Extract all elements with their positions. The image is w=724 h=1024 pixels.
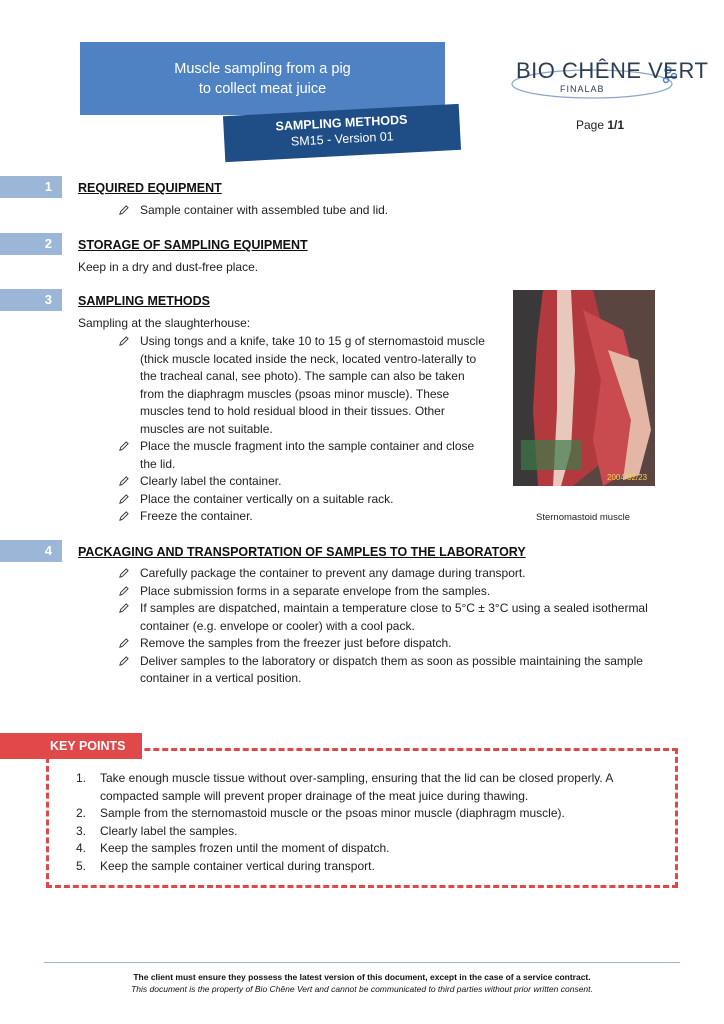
key-point-number: 1. — [76, 771, 87, 785]
list-item — [118, 438, 490, 473]
method-banner-title: SAMPLING METHODS — [275, 112, 408, 134]
section-3-title: SAMPLING METHODS — [78, 294, 210, 308]
key-point-text: Clearly label the samples. — [100, 823, 238, 838]
bullet-text: If samples are dispatched, maintain a temperature close to 5°C ± 3°C using a sealed isothermal container (e.g. envelope or cooler) with a cool pack. — [140, 601, 648, 633]
list-item — [118, 202, 678, 220]
pencil-icon — [118, 586, 129, 597]
bullet-text: Place the muscle fragment into the sample container and close the lid. — [140, 439, 475, 471]
key-point-text: Sample from the sternomastoid muscle or the psoas minor muscle (diaphragm muscle). — [100, 806, 565, 820]
bullet-text: Freeze the container. — [140, 509, 253, 523]
key-point-text: Keep the sample container vertical during transport. — [100, 858, 375, 873]
list-item — [76, 840, 666, 858]
bullet-text: Remove the samples from the freezer just before dispatch. — [140, 636, 452, 650]
list-item — [76, 823, 666, 841]
bullet-text: Clearly label the container. — [140, 474, 282, 488]
bullet-text: Carefully package the container to prevent any damage during transport. — [140, 566, 526, 580]
key-point-text: Take enough muscle tissue without over-sampling, ensuring that the lid can be closed properly. A compacted sample will prevent proper drainage of the meat juice during thawing. — [100, 771, 613, 803]
section-2-text: Keep in a dry and dust-free place. — [78, 260, 259, 274]
list-item — [118, 473, 490, 491]
list-item — [118, 508, 490, 526]
logo-subtitle: FINALAB — [560, 84, 605, 94]
list-item — [76, 805, 666, 823]
pencil-icon — [118, 441, 129, 452]
section-4-number: 4 — [0, 540, 62, 562]
footer-divider — [44, 962, 680, 963]
section-3-intro: Sampling at the slaughterhouse: — [78, 316, 251, 330]
pencil-icon — [118, 568, 129, 579]
pencil-icon — [118, 476, 129, 487]
key-point-text: Keep the samples frozen until the moment of dispatch. — [100, 841, 390, 855]
carcass-photo — [513, 290, 655, 486]
section-2-title: STORAGE OF SAMPLING EQUIPMENT — [78, 238, 308, 252]
section-1-title: REQUIRED EQUIPMENT — [78, 181, 222, 195]
pencil-icon — [118, 656, 129, 667]
photo-caption: Sternomastoid muscle — [536, 512, 630, 523]
list-item — [118, 333, 490, 438]
pencil-icon — [118, 205, 129, 216]
pencil-icon — [118, 511, 129, 522]
list-item — [118, 653, 658, 688]
bullet-text: Place submission forms in a separate envelope from the samples. — [140, 583, 491, 598]
key-points-list — [76, 770, 666, 875]
bullet-text: Sample container with assembled tube and lid. — [140, 203, 389, 217]
carcass-photo-drawing — [513, 290, 655, 486]
section-1-bullets — [118, 202, 678, 220]
page-number-value: 1/1 — [607, 118, 625, 132]
key-point-number: 4. — [76, 841, 87, 855]
section-4-title: PACKAGING AND TRANSPORTATION OF SAMPLES TO THE LABORATORY — [78, 545, 526, 559]
list-item — [76, 770, 666, 805]
section-1-number: 1 — [0, 176, 62, 198]
key-point-number: 5. — [76, 858, 87, 873]
bullet-text: Deliver samples to the laboratory or dispatch them as soon as possible maintaining the sample container in a vertical position. — [140, 653, 643, 685]
page-number-prefix: Page — [576, 118, 608, 132]
list-item — [118, 565, 658, 583]
list-item — [118, 635, 658, 653]
document-title-line2: to collect meat juice — [198, 80, 327, 97]
footer-property: This document is the property of Bio Chêne Vert and cannot be communicated to third parties without prior written consent. — [131, 984, 593, 994]
bullet-text: Place the container vertically on a suitable rack. — [140, 491, 394, 506]
bullet-text: Using tongs and a knife, take 10 to 15 g of sternomastoid muscle (thick muscle located inside the neck, located ventro-laterally to the tracheal canal, see photo). The sample can also be taken from the diaphragm muscles (psoas minor muscle). These muscles tend to hold residual blood in their tissues. Other muscles are not suitable. — [140, 334, 485, 436]
section-4-bullets — [118, 565, 658, 688]
list-item — [118, 600, 658, 635]
pencil-icon — [118, 336, 129, 347]
key-point-number: 3. — [76, 823, 87, 838]
document-title-line1: Muscle sampling from a pig — [174, 60, 351, 77]
list-item — [118, 583, 658, 601]
page-number — [576, 118, 624, 132]
section-3-bullets — [118, 333, 490, 526]
pencil-icon — [118, 603, 129, 614]
logo-wordmark: BIO CHÊNE VERT — [516, 58, 709, 83]
photo-date-stamp: 2004/02/23 — [607, 473, 648, 482]
list-item — [118, 491, 490, 509]
section-2-number: 2 — [0, 233, 62, 255]
pencil-icon — [118, 638, 129, 649]
document-title-box — [80, 42, 445, 115]
list-item — [76, 858, 666, 876]
footer-notice: The client must ensure they possess the latest version of this document, except in the case of a service contract. — [133, 972, 591, 982]
method-banner-version: SM15 - Version 01 — [290, 129, 395, 149]
key-point-number: 2. — [76, 806, 87, 820]
pencil-icon — [118, 494, 129, 505]
key-points-label: KEY POINTS — [0, 733, 142, 759]
section-3-number: 3 — [0, 289, 62, 311]
